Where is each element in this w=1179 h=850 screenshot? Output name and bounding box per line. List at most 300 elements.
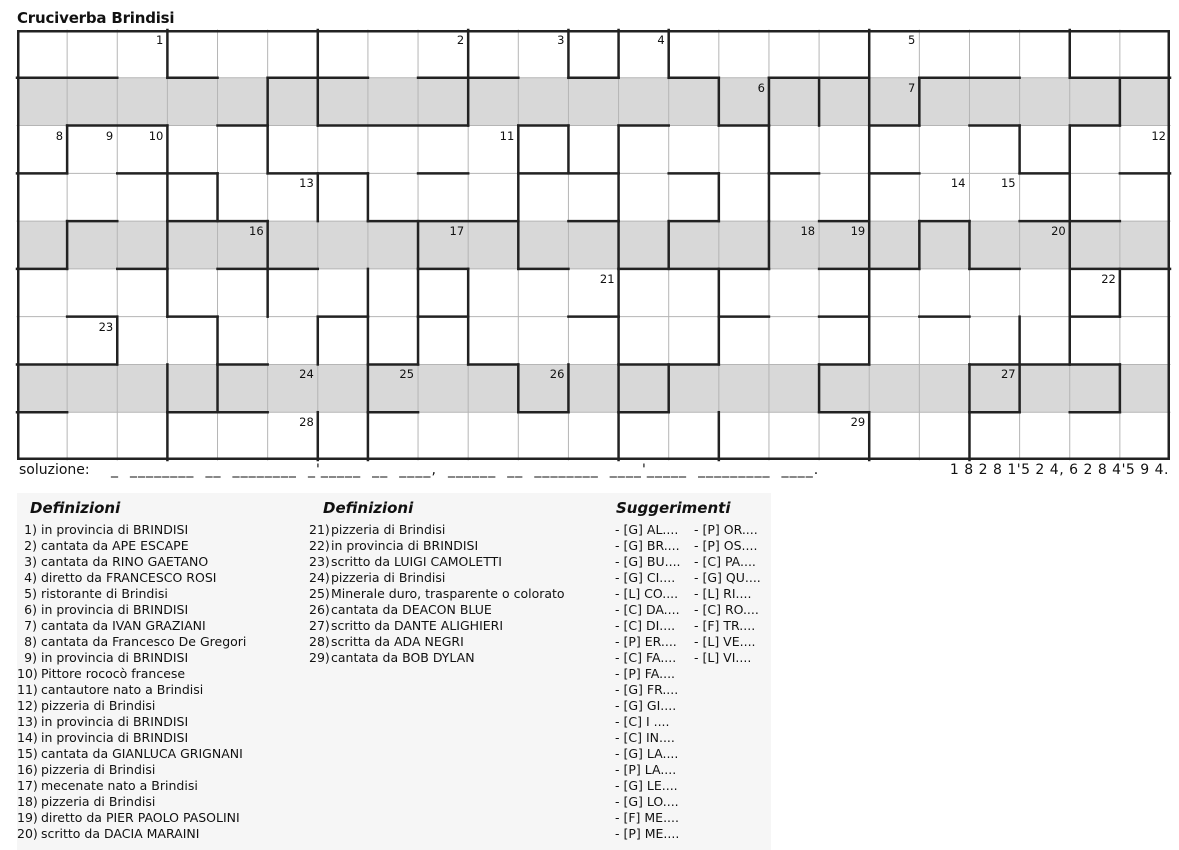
definition-text: cantata da APE ESCAPE <box>40 538 189 553</box>
definition-text: pizzeria di Brindisi <box>330 570 446 585</box>
grid-cell[interactable] <box>568 126 618 174</box>
grid-cell[interactable] <box>167 364 217 412</box>
definition-number: 25) <box>309 586 330 601</box>
grid-cell[interactable] <box>368 126 418 174</box>
grid-cell[interactable] <box>619 364 669 412</box>
grid-cell[interactable] <box>819 30 869 78</box>
grid-cell[interactable] <box>418 78 468 126</box>
grid-cell[interactable] <box>819 78 869 126</box>
grid-cell[interactable] <box>167 317 217 365</box>
grid-cell[interactable] <box>67 173 117 221</box>
grid-cell[interactable] <box>468 269 518 317</box>
grid-cell[interactable] <box>518 30 568 78</box>
grid-cell[interactable] <box>368 173 418 221</box>
grid-cell[interactable] <box>17 364 67 412</box>
suggestions-list-1 <box>615 522 681 842</box>
grid-cell[interactable] <box>17 412 67 460</box>
suggestion-item: - [P] LA.... <box>615 762 677 777</box>
grid-cell[interactable] <box>318 30 368 78</box>
grid-cell[interactable] <box>318 221 368 269</box>
grid-cell[interactable] <box>969 412 1019 460</box>
grid-cell[interactable] <box>17 173 67 221</box>
suggestion-item: - [P] OR.... <box>694 522 758 537</box>
definition-text: cantata da Francesco De Gregori <box>40 634 247 649</box>
suggestion-item: - [C] PA.... <box>694 554 756 569</box>
grid-cell[interactable] <box>969 317 1019 365</box>
grid-cell[interactable] <box>468 126 518 174</box>
grid-cell[interactable] <box>418 173 468 221</box>
grid-cell[interactable] <box>769 30 819 78</box>
solution-pattern: _ ________ __ ________ _'_____ __ ____, ______ __ ________ ____'_____ _________ ____. <box>111 462 820 478</box>
grid-cell[interactable] <box>368 30 418 78</box>
definition-text: diretto da PIER PAOLO PASOLINI <box>40 810 240 825</box>
grid-cell[interactable] <box>117 30 167 78</box>
definitions-header-1: Definizioni <box>30 499 121 517</box>
grid-cell[interactable] <box>819 126 869 174</box>
grid-cell[interactable] <box>418 221 468 269</box>
definition-text: cantata da IVAN GRAZIANI <box>40 618 206 633</box>
grid-cell[interactable] <box>1120 126 1170 174</box>
grid-cell[interactable] <box>17 30 67 78</box>
solution-row <box>19 461 1169 481</box>
grid-cell[interactable] <box>17 221 67 269</box>
grid-cell[interactable] <box>919 221 969 269</box>
grid-cell[interactable] <box>719 221 769 269</box>
grid-cell[interactable] <box>1070 30 1120 78</box>
grid-cell[interactable] <box>869 364 919 412</box>
grid-cell[interactable] <box>17 78 67 126</box>
definition-number: 9) <box>24 650 37 665</box>
grid-cell[interactable] <box>919 30 969 78</box>
definition-number: 6) <box>24 602 37 617</box>
grid-cell[interactable] <box>568 269 618 317</box>
definition-item <box>17 698 246 714</box>
definition-text: in provincia di BRINDISI <box>330 538 479 553</box>
grid-cell[interactable] <box>719 173 769 221</box>
definition-number: 2) <box>24 538 37 553</box>
grid-cell[interactable] <box>869 317 919 365</box>
definition-number: 1) <box>24 522 37 537</box>
definition-number: 8) <box>24 634 37 649</box>
grid-cell[interactable] <box>619 221 669 269</box>
grid-cell[interactable] <box>719 78 769 126</box>
grid-cell[interactable] <box>819 364 869 412</box>
suggestion-item: - [G] FR.... <box>615 682 679 697</box>
grid-cell[interactable] <box>919 78 969 126</box>
grid-cell[interactable] <box>719 364 769 412</box>
grid-cell[interactable] <box>218 412 268 460</box>
definition-text: cantautore nato a Brindisi <box>40 682 204 697</box>
grid-cell[interactable] <box>969 78 1019 126</box>
grid-cell[interactable] <box>368 317 418 365</box>
solution-label: soluzione: <box>19 462 90 478</box>
grid-cell[interactable] <box>418 126 468 174</box>
clue-number: 19 <box>850 224 866 239</box>
grid-cell[interactable] <box>869 173 919 221</box>
grid-cell[interactable] <box>368 269 418 317</box>
clue-number: 6 <box>757 80 765 95</box>
clue-number: 18 <box>800 224 816 239</box>
definition-item <box>17 762 246 778</box>
grid-cell[interactable] <box>418 364 468 412</box>
definition-number: 18) <box>17 794 38 809</box>
definition-number: 24) <box>309 570 330 585</box>
grid-cell[interactable] <box>268 317 318 365</box>
grid-cell[interactable] <box>468 317 518 365</box>
definition-item <box>309 570 565 586</box>
grid-cell[interactable] <box>518 317 568 365</box>
grid-cell[interactable] <box>1070 317 1120 365</box>
grid-cell[interactable] <box>869 412 919 460</box>
definition-number: 11) <box>17 682 38 697</box>
grid-cell[interactable] <box>1070 269 1120 317</box>
grid-cell[interactable] <box>769 412 819 460</box>
grid-cell[interactable] <box>719 126 769 174</box>
suggestion-item: - [L] VI.... <box>694 650 752 665</box>
definition-text: pizzeria di Brindisi <box>330 522 446 537</box>
definition-item <box>17 826 246 842</box>
grid-cell[interactable] <box>117 173 167 221</box>
grid-cell[interactable] <box>518 173 568 221</box>
grid-cell[interactable] <box>368 221 418 269</box>
grid-cell[interactable] <box>969 221 1019 269</box>
grid-cell[interactable] <box>67 78 117 126</box>
grid-cell[interactable] <box>769 126 819 174</box>
definition-text: scritto da DACIA MARAINI <box>40 826 200 841</box>
definition-item <box>309 554 565 570</box>
clue-number: 9 <box>105 128 114 143</box>
grid-cell[interactable] <box>218 78 268 126</box>
clue-number: 8 <box>55 128 64 143</box>
clue-number: 28 <box>299 415 314 430</box>
grid-cell[interactable] <box>268 269 318 317</box>
grid-cell[interactable] <box>619 173 669 221</box>
definition-item <box>309 538 565 554</box>
definition-number: 12) <box>17 698 38 713</box>
grid-cell[interactable] <box>619 317 669 365</box>
suggestion-item: - [G] LO.... <box>615 794 679 809</box>
grid-cell[interactable] <box>819 269 869 317</box>
grid-cell[interactable] <box>669 412 719 460</box>
grid-cell[interactable] <box>1120 173 1170 221</box>
grid-cell[interactable] <box>769 364 819 412</box>
grid-cell[interactable] <box>1120 317 1170 365</box>
grid-cell[interactable] <box>669 269 719 317</box>
definition-text: in provincia di BRINDISI <box>40 650 189 665</box>
definition-text: in provincia di BRINDISI <box>40 522 189 537</box>
grid-cell[interactable] <box>67 412 117 460</box>
grid-cell[interactable] <box>669 317 719 365</box>
grid-cell[interactable] <box>418 412 468 460</box>
definition-text: cantata da BOB DYLAN <box>330 650 475 665</box>
grid-cell[interactable] <box>167 30 217 78</box>
suggestion-item: - [P] OS.... <box>694 538 758 553</box>
grid-cell[interactable] <box>67 30 117 78</box>
grid-cell[interactable] <box>568 317 618 365</box>
definition-number: 19) <box>17 810 38 825</box>
clue-number: 4 <box>657 33 665 47</box>
grid-cell[interactable] <box>568 30 618 78</box>
grid-cell[interactable] <box>1120 78 1170 126</box>
grid-cell[interactable] <box>919 269 969 317</box>
grid-cell[interactable] <box>1070 173 1120 221</box>
definition-number: 15) <box>17 746 38 761</box>
grid-cell[interactable] <box>919 317 969 365</box>
definition-item <box>17 810 246 826</box>
grid-cell[interactable] <box>769 269 819 317</box>
suggestion-item: - [G] QU.... <box>694 570 761 585</box>
grid-cell[interactable] <box>167 412 217 460</box>
grid-cell[interactable] <box>318 412 368 460</box>
grid-cell[interactable] <box>167 221 217 269</box>
grid-cell[interactable] <box>468 173 518 221</box>
definition-text: cantata da RINO GAETANO <box>40 554 209 569</box>
grid-cell[interactable] <box>167 173 217 221</box>
grid-cell[interactable] <box>117 126 167 174</box>
definition-text: scritto da DANTE ALIGHIERI <box>330 618 504 633</box>
definition-item <box>17 730 246 746</box>
grid-cell[interactable] <box>318 317 368 365</box>
grid-cell[interactable] <box>1070 412 1120 460</box>
grid-cell[interactable] <box>669 364 719 412</box>
suggestion-item: - [C] RO.... <box>694 602 759 617</box>
grid-cell[interactable] <box>218 317 268 365</box>
grid-cell[interactable] <box>1070 78 1120 126</box>
grid-cell[interactable] <box>117 221 167 269</box>
grid-cell[interactable] <box>218 173 268 221</box>
clue-number: 27 <box>1000 367 1016 382</box>
definition-number: 10) <box>17 666 38 681</box>
grid-cell[interactable] <box>1020 317 1070 365</box>
clue-number: 20 <box>1051 224 1066 239</box>
grid-cell[interactable] <box>468 221 518 269</box>
suggestion-item: - [C] DI.... <box>615 618 676 633</box>
definition-text: in provincia di BRINDISI <box>40 730 189 745</box>
definition-text: cantata da DEACON BLUE <box>330 602 492 617</box>
grid-cell[interactable] <box>619 269 669 317</box>
grid-cell[interactable] <box>719 269 769 317</box>
page-title: Cruciverba Brindisi <box>17 9 175 27</box>
grid-cell[interactable] <box>268 412 318 460</box>
definition-number: 4) <box>24 570 37 585</box>
grid-cell[interactable] <box>218 126 268 174</box>
suggestions-list-2 <box>694 522 761 666</box>
suggestion-item: - [P] ME.... <box>615 826 680 841</box>
grid-cell[interactable] <box>518 412 568 460</box>
grid-cell[interactable] <box>318 173 368 221</box>
grid-cell[interactable] <box>869 78 919 126</box>
definition-item <box>17 602 246 618</box>
grid-cell[interactable] <box>318 364 368 412</box>
grid-cell[interactable] <box>869 221 919 269</box>
grid-cell[interactable] <box>869 269 919 317</box>
grid-cell[interactable] <box>117 364 167 412</box>
grid-cell[interactable] <box>318 78 368 126</box>
grid-cell[interactable] <box>518 126 568 174</box>
grid-cell[interactable] <box>669 173 719 221</box>
grid-cell[interactable] <box>518 364 568 412</box>
grid-cell[interactable] <box>167 126 217 174</box>
definitions-header-2: Definizioni <box>323 499 414 517</box>
grid-cell[interactable] <box>167 78 217 126</box>
grid-cell[interactable] <box>17 269 67 317</box>
grid-cell[interactable] <box>167 269 217 317</box>
grid-cell[interactable] <box>468 364 518 412</box>
definition-text: in provincia di BRINDISI <box>40 714 189 729</box>
definition-number: 23) <box>309 554 330 569</box>
grid-cell[interactable] <box>568 364 618 412</box>
grid-cell[interactable] <box>17 126 67 174</box>
grid-cell[interactable] <box>268 221 318 269</box>
grid-cell[interactable] <box>418 269 468 317</box>
grid-cell[interactable] <box>769 173 819 221</box>
grid-cell[interactable] <box>368 412 418 460</box>
grid-cell[interactable] <box>518 269 568 317</box>
definition-number: 20) <box>17 826 38 841</box>
grid-cell[interactable] <box>769 78 819 126</box>
grid-cell[interactable] <box>769 221 819 269</box>
definition-number: 7) <box>24 618 37 633</box>
clue-number: 25 <box>399 367 415 382</box>
grid-cell[interactable] <box>869 30 919 78</box>
grid-cell[interactable] <box>1070 126 1120 174</box>
grid-cell[interactable] <box>268 78 318 126</box>
clue-number: 12 <box>1151 128 1166 143</box>
grid-cell[interactable] <box>67 364 117 412</box>
grid-cell[interactable] <box>969 126 1019 174</box>
definition-item <box>17 714 246 730</box>
grid-cell[interactable] <box>218 364 268 412</box>
grid-cell[interactable] <box>518 221 568 269</box>
grid-cell[interactable] <box>268 126 318 174</box>
grid-cell[interactable] <box>719 317 769 365</box>
grid-cell[interactable] <box>1120 30 1170 78</box>
grid-cell[interactable] <box>468 412 518 460</box>
grid-cell[interactable] <box>969 364 1019 412</box>
grid-cell[interactable] <box>669 78 719 126</box>
grid-cell[interactable] <box>67 221 117 269</box>
definition-number: 14) <box>17 730 38 745</box>
grid-cell[interactable] <box>619 126 669 174</box>
grid-cell[interactable] <box>268 173 318 221</box>
grid-cell[interactable] <box>1070 221 1120 269</box>
grid-cell[interactable] <box>568 173 618 221</box>
grid-cell[interactable] <box>218 221 268 269</box>
definition-number: 26) <box>309 602 330 617</box>
clue-number: 15 <box>1000 176 1016 191</box>
grid-cell[interactable] <box>67 317 117 365</box>
definition-item <box>17 746 246 762</box>
clue-number: 13 <box>299 176 314 191</box>
grid-cell[interactable] <box>1120 269 1170 317</box>
grid-cell[interactable] <box>819 221 869 269</box>
grid-cell[interactable] <box>1020 412 1070 460</box>
grid-cell[interactable] <box>418 317 468 365</box>
definition-item <box>309 634 565 650</box>
grid-cell[interactable] <box>218 30 268 78</box>
grid-cell[interactable] <box>568 412 618 460</box>
grid-cell[interactable] <box>468 78 518 126</box>
definition-text: Pittore rococò francese <box>40 666 186 681</box>
grid-cell[interactable] <box>819 173 869 221</box>
grid-cell[interactable] <box>769 317 819 365</box>
grid-cell[interactable] <box>568 78 618 126</box>
grid-cell[interactable] <box>619 412 669 460</box>
grid-cell[interactable] <box>919 126 969 174</box>
grid-cell[interactable] <box>117 269 167 317</box>
grid-cell[interactable] <box>67 269 117 317</box>
grid-cell[interactable] <box>218 269 268 317</box>
clue-number: 29 <box>850 415 866 430</box>
grid-cell[interactable] <box>518 78 568 126</box>
clue-number: 17 <box>449 224 465 239</box>
grid-cell[interactable] <box>869 126 919 174</box>
grid-cell[interactable] <box>619 78 669 126</box>
grid-cell[interactable] <box>669 126 719 174</box>
grid-cell[interactable] <box>67 126 117 174</box>
grid-cell[interactable] <box>1020 221 1070 269</box>
grid-cell[interactable] <box>1020 78 1070 126</box>
grid-cell[interactable] <box>1020 173 1070 221</box>
grid-cell[interactable] <box>17 317 67 365</box>
grid-cell[interactable] <box>468 30 518 78</box>
grid-cell[interactable] <box>268 30 318 78</box>
suggestion-item: - [P] FA.... <box>615 666 676 681</box>
grid-cell[interactable] <box>368 364 418 412</box>
grid-cell[interactable] <box>1120 364 1170 412</box>
grid-cell[interactable] <box>1020 364 1070 412</box>
grid-cell[interactable] <box>719 412 769 460</box>
clue-number: 11 <box>499 128 515 143</box>
grid-cell[interactable] <box>619 30 669 78</box>
suggestion-item: - [G] BR.... <box>615 538 680 553</box>
grid-cell[interactable] <box>1120 412 1170 460</box>
grid-cell[interactable] <box>368 78 418 126</box>
grid-cell[interactable] <box>1070 364 1120 412</box>
suggestion-item: - [G] LE.... <box>615 778 678 793</box>
grid-cell[interactable] <box>669 30 719 78</box>
grid-cell[interactable] <box>919 364 969 412</box>
grid-cell[interactable] <box>117 317 167 365</box>
grid-cell[interactable] <box>568 221 618 269</box>
grid-cell[interactable] <box>819 412 869 460</box>
grid-cell[interactable] <box>318 126 368 174</box>
grid-cell[interactable] <box>919 173 969 221</box>
definition-text: scritto da LUIGI CAMOLETTI <box>330 554 502 569</box>
grid-cell[interactable] <box>919 412 969 460</box>
definition-item <box>17 538 246 554</box>
grid-cell[interactable] <box>318 269 368 317</box>
grid-cell[interactable] <box>1020 126 1070 174</box>
grid-cell[interactable] <box>117 412 167 460</box>
grid-cell[interactable] <box>1020 269 1070 317</box>
definition-number: 13) <box>17 714 38 729</box>
grid-cell[interactable] <box>1020 30 1070 78</box>
grid-cell[interactable] <box>669 221 719 269</box>
solution-lengths: 1 8 2 8 1'5 2 4, 6 2 8 4'5 9 4. <box>949 462 1169 478</box>
definition-number: 22) <box>309 538 330 553</box>
grid-cell[interactable] <box>819 317 869 365</box>
grid-cell[interactable] <box>969 173 1019 221</box>
grid-cell[interactable] <box>969 30 1019 78</box>
grid-cell[interactable] <box>117 78 167 126</box>
grid-cell[interactable] <box>719 30 769 78</box>
grid-cell[interactable] <box>969 269 1019 317</box>
suggestion-item: - [C] I .... <box>615 714 670 729</box>
grid-cell[interactable] <box>268 364 318 412</box>
grid-cell[interactable] <box>1120 221 1170 269</box>
grid-cell[interactable] <box>418 30 468 78</box>
